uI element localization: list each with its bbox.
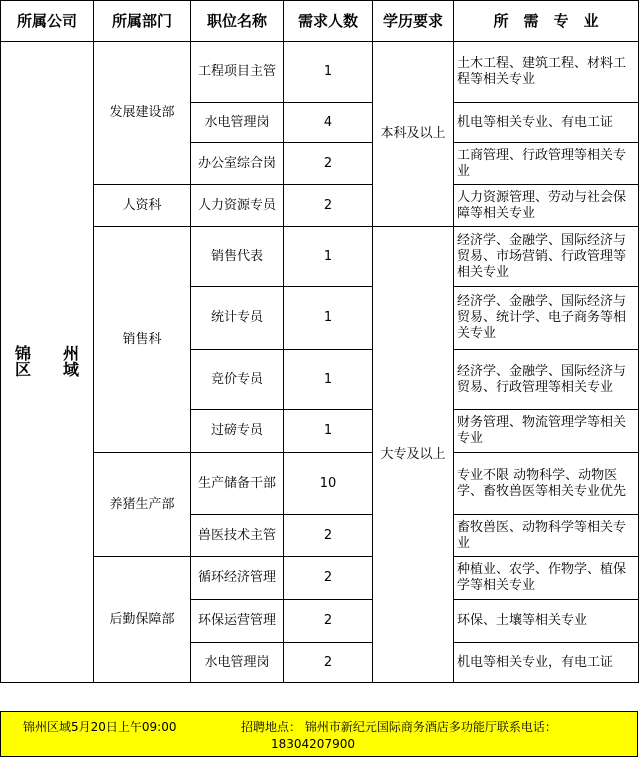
header-major: 所 需 专 业 [454, 1, 639, 42]
position-cell: 环保运营管理 [191, 600, 284, 643]
table-row [1, 227, 639, 287]
major-cell: 环保、土壤等相关专业 [454, 600, 639, 643]
position-cell: 办公室综合岗 [191, 143, 284, 185]
count-cell: 2 [284, 143, 373, 185]
department-fazhan: 发展建设部 [94, 42, 191, 185]
position-cell: 水电管理岗 [191, 643, 284, 683]
position-cell: 统计专员 [191, 287, 284, 350]
footer-banner [0, 711, 638, 757]
position-cell: 生产储备干部 [191, 453, 284, 515]
header-company: 所属公司 [1, 1, 94, 42]
major-cell: 机电等相关专业，有电工证 [454, 643, 639, 683]
major-cell: 工商管理、行政管理等相关专业 [454, 143, 639, 185]
header-department: 所属部门 [94, 1, 191, 42]
count-cell: 10 [284, 453, 373, 515]
table-row [1, 557, 639, 600]
count-cell: 1 [284, 350, 373, 410]
position-cell: 水电管理岗 [191, 103, 284, 143]
count-cell: 1 [284, 227, 373, 287]
table-header-row [1, 1, 639, 42]
department-yangzhu: 养猪生产部 [94, 453, 191, 557]
major-cell: 经济学、金融学、国际经济与贸易、市场营销、行政管理等相关专业 [454, 227, 639, 287]
count-cell: 2 [284, 643, 373, 683]
footer-time: 锦州区域5月20日上午09:00 [23, 720, 177, 734]
position-cell: 循环经济管理 [191, 557, 284, 600]
department-houqin: 后勤保障部 [94, 557, 191, 683]
major-cell: 经济学、金融学、国际经济与贸易、统计学、电子商务等相关专业 [454, 287, 639, 350]
major-cell: 种植业、农学、作物学、植保学等相关专业 [454, 557, 639, 600]
table-row [1, 42, 639, 103]
major-cell: 人力资源管理、劳动与社会保障等相关专业 [454, 185, 639, 227]
major-cell: 财务管理、物流管理学等相关专业 [454, 410, 639, 453]
position-cell: 竞价专员 [191, 350, 284, 410]
major-cell: 专业不限 动物科学、动物医学、畜牧兽医等相关专业优先 [454, 453, 639, 515]
footer-place: 招聘地点： 锦州市新纪元国际商务酒店多功能厅联系电话： [241, 720, 557, 734]
count-cell: 1 [284, 42, 373, 103]
position-cell: 过磅专员 [191, 410, 284, 453]
education-college: 大专及以上 [373, 227, 454, 683]
header-position: 职位名称 [191, 1, 284, 42]
education-bachelor: 本科及以上 [373, 42, 454, 227]
company-line-1: 锦 州 [14, 344, 79, 363]
count-cell: 1 [284, 410, 373, 453]
company-line-2: 区 域 [14, 360, 79, 379]
position-cell: 工程项目主管 [191, 42, 284, 103]
major-cell: 经济学、金融学、国际经济与贸易、行政管理等相关专业 [454, 350, 639, 410]
major-cell: 土木工程、建筑工程、材料工程等相关专业 [454, 42, 639, 103]
count-cell: 2 [284, 185, 373, 227]
count-cell: 2 [284, 600, 373, 643]
count-cell: 2 [284, 515, 373, 557]
footer-phone: 18304207900 [271, 737, 355, 751]
header-education: 学历要求 [373, 1, 454, 42]
department-renzi: 人资科 [94, 185, 191, 227]
count-cell: 4 [284, 103, 373, 143]
position-cell: 兽医技术主管 [191, 515, 284, 557]
count-cell: 2 [284, 557, 373, 600]
table-row [1, 185, 639, 227]
company-cell [1, 42, 94, 683]
header-count: 需求人数 [284, 1, 373, 42]
major-cell: 机电等相关专业、有电工证 [454, 103, 639, 143]
major-cell: 畜牧兽医、动物科学等相关专业 [454, 515, 639, 557]
position-cell: 销售代表 [191, 227, 284, 287]
count-cell: 1 [284, 287, 373, 350]
position-cell: 人力资源专员 [191, 185, 284, 227]
table-row [1, 453, 639, 515]
department-xiaoshou: 销售科 [94, 227, 191, 453]
